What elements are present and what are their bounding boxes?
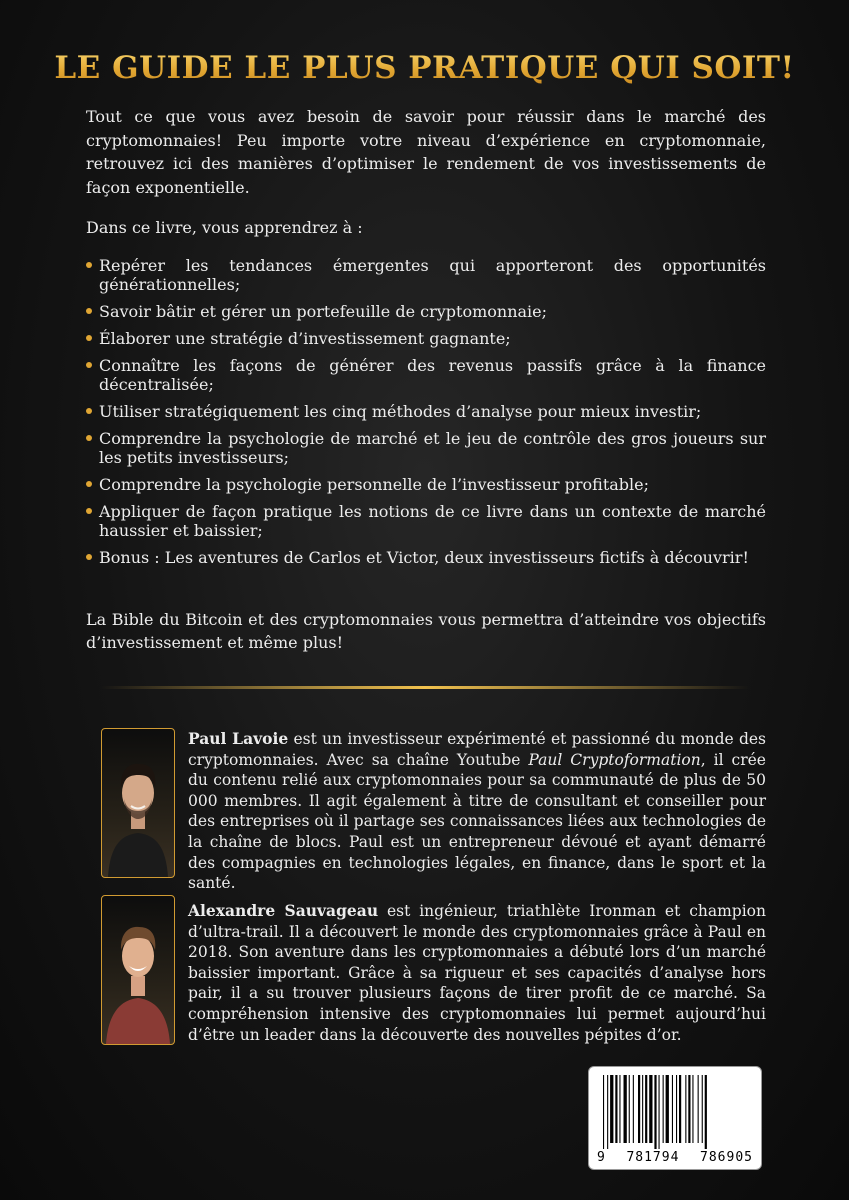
author-photo-alexandre [101,895,175,1045]
barcode-bar [705,1075,707,1149]
barcode-bar [615,1075,617,1143]
barcode-bar [649,1075,652,1143]
barcode-bar [624,1075,627,1143]
barcode-bars [589,1067,761,1151]
list-item: Repérer les tendances émergentes qui apporteront des opportunités générationnelles; [86,256,766,294]
author-bio-alexandre: Alexandre Sauvageau est ingénieur, triathlète Ironman et champion d’ultra-trail. Il a découvert le monde des cryptomonnaies grâce à Paul en 2018. Son aventure dans les cryptomonnaies a débuté lors d’un marché baissier important. Grâce à sa rigueur et ses capacités d’analyse hors pair, il a su trouver plusieurs façons de tirer profit de ce marché. Sa compréhension intensive des cryptomonnaies lui permet aujourd’hui d’être un leader dans la découverte des nouvelles pépites d’or. [188,901,766,1044]
author-photo-paul [101,728,175,878]
barcode-bar [663,1075,664,1143]
barcode-bar [638,1075,640,1143]
barcode-bar [654,1075,656,1149]
barcode-bar [679,1075,681,1143]
barcode-bar [610,1075,613,1143]
isbn-number: 9 781794 786905 [597,1150,753,1165]
barcode-bar [685,1075,686,1143]
bullet-icon [86,481,92,487]
list-item: Connaître les façons de générer des revenus passifs grâce à la finance décentralisée; [86,356,766,394]
barcode-bar [607,1075,608,1149]
barcode-bar [645,1075,647,1143]
list-item: Savoir bâtir et gérer un portefeuille de cryptomonnaie; [86,302,766,321]
list-item: Utiliser stratégiquement les cinq méthodes d’analyse pour mieux investir; [86,402,766,421]
barcode-bar [702,1075,703,1143]
intro-paragraph: Tout ce que vous avez besoin de savoir pour réussir dans le marché des cryptomonnaies! Peu importe votre niveau d’expérience en cryptomonnaie, retrouvez ici des manières d’optimiser le rendement de vos investissements de façon exponentielle. [86,107,766,197]
barcode-bar [659,1075,660,1149]
bullet-icon [86,335,92,341]
barcode-bar [676,1075,677,1143]
bullet-icon [86,508,92,514]
barcode-bar [629,1075,630,1143]
barcode-bar [692,1075,693,1143]
bullet-icon [86,262,92,268]
barcode-bar [642,1075,643,1143]
isbn-barcode [588,1066,762,1170]
barcode-bar [633,1075,634,1143]
benefits-list [86,256,766,575]
cover-title: LE GUIDE LE PLUS PRATIQUE QUI SOIT! [0,50,849,86]
barcode-bar [619,1075,620,1143]
author-bio-paul: Paul Lavoie est un investisseur expérimenté et passionné du monde des cryptomonnaies. Avec sa chaîne Youtube Paul Cryptoformation, il crée du contenu relié aux cryptomonnaies pour sa communauté de plus de 50 000 membres. Il agit également à titre de consultant et conseiller pour des entreprises où il partage ses connaissances liées aux technologies de la chaîne de blocs. Paul est un entrepreneur dévoué et ayant démarré des compagnies en technologies légales, en finance, dans le sport et la santé. [188,729,766,893]
bullets-lead: Dans ce livre, vous apprendrez à : [86,218,363,237]
author-name: Paul Lavoie [188,729,289,748]
gold-divider [100,686,750,689]
barcode-bar [698,1075,699,1143]
bullet-icon [86,362,92,368]
bullet-icon [86,435,92,441]
list-item: Bonus : Les aventures de Carlos et Victor, deux investisseurs fictifs à découvrir! [86,548,766,567]
list-item: Comprendre la psychologie personnelle de l’investisseur profitable; [86,475,766,494]
author-name: Alexandre Sauvageau [188,901,379,920]
bullet-icon [86,408,92,414]
bullet-icon [86,554,92,560]
bullet-icon [86,308,92,314]
list-item: Comprendre la psychologie de marché et le jeu de contrôle des gros joueurs sur les petits investisseurs; [86,429,766,467]
closing-paragraph: La Bible du Bitcoin et des cryptomonnaies vous permettra d’atteindre vos objectifs d’investissement et même plus! [86,610,766,652]
barcode-bar [666,1075,669,1143]
barcode-bar [672,1075,673,1143]
barcode-bar [603,1075,604,1149]
list-item: Appliquer de façon pratique les notions de ce livre dans un contexte de marché haussier et baissier; [86,502,766,540]
list-item: Élaborer une stratégie d’investissement gagnante; [86,329,766,348]
channel-name: Paul Cryptoformation [528,750,701,769]
barcode-bar [688,1075,690,1143]
